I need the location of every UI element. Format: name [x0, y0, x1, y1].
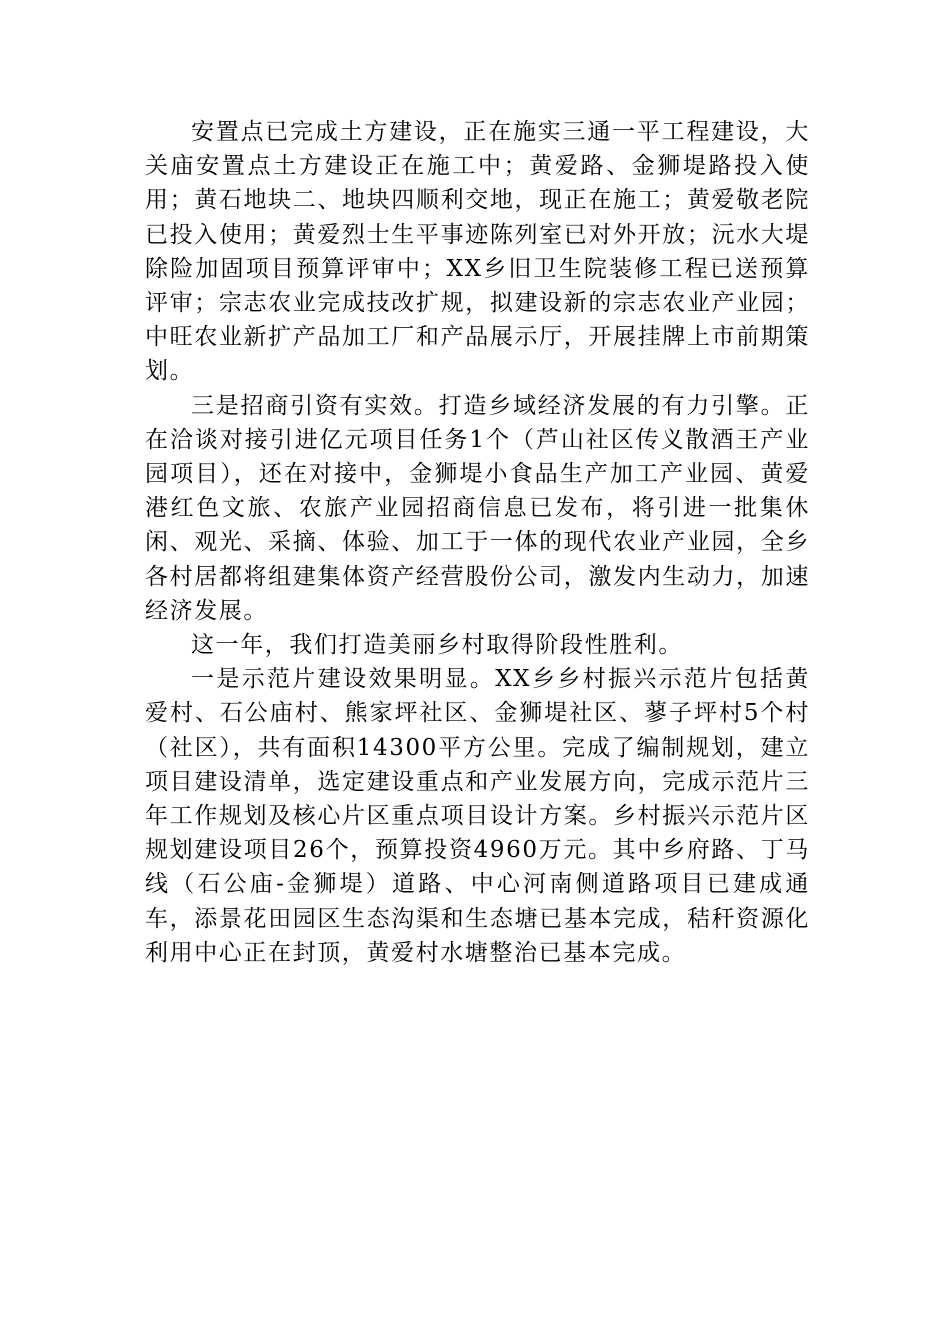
document-body	[145, 115, 810, 970]
paragraph-beautiful-village-summary: 这一年，我们打造美丽乡村取得阶段性胜利。	[191, 632, 683, 659]
paragraph-resettlement-progress: 安置点已完成土方建设，正在施实三通一平工程建设，大关庙安置点土方建设正在施工中；黄爱路、金狮堤路投入使用；黄石地块二、地块四顺利交地，现正在施工；黄爱敬老院已投入使用；黄爱烈士生平事迹陈列室已对外开放；沅水大堤除险加固项目预算评审中；XX乡旧卫生院装修工程已送预算评审；宗志农业完成技改扩规，拟建设新的宗志农业产业园；中旺农业新扩产品加工厂和产品展示厅，开展挂牌上市前期策划。	[145, 119, 810, 385]
paragraph-demonstration-zone: 一是示范片建设效果明显。XX乡乡村振兴示范片包括黄爱村、石公庙村、熊家坪社区、金狮堤社区、蓼子坪村5个村（社区），共有面积14300平方公里。完成了编制规划，建立项目建设清单，选定建设重点和产业发展方向，完成示范片三年工作规划及核心片区重点项目设计方案。乡村振兴示范片区规划建设项目26个，预算投资4960万元。其中乡府路、丁马线（石公庙-金狮堤）道路、中心河南侧道路项目已建成通车，添景花田园区生态沟渠和生态塘已基本完成，秸秆资源化利用中心正在封顶，黄爱村水塘整治已基本完成。	[145, 666, 810, 966]
paragraph-investment-attraction: 三是招商引资有实效。打造乡域经济发展的有力引擎。正在洽谈对接引进亿元项目任务1个（芦山社区传义散酒王产业园项目），还在对接中，金狮堤小食品生产加工产业园、黄爱港红色文旅、农旅产业园招商信息已发布，将引进一批集休闲、观光、采摘、体验、加工于一体的现代农业产业园，全乡各村居都将组建集体资产经营股份公司，激发内生动力，加速经济发展。	[145, 392, 810, 624]
